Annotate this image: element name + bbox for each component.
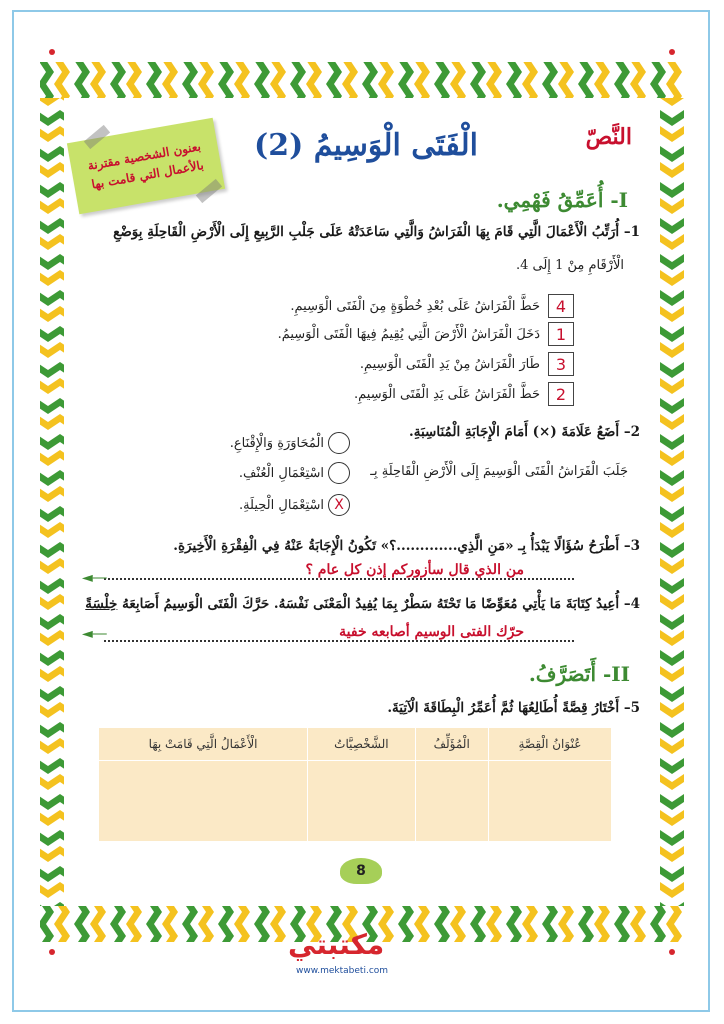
rank-item [278, 322, 574, 346]
story-card-table [98, 727, 612, 842]
q2-text: أَضَعُ عَلَامَةَ (×) أَمَامَ الْإِجَابَةِ الْمُنَاسِبَةِ. [409, 424, 620, 440]
choice-circle[interactable] [328, 432, 350, 454]
rank-item [360, 352, 574, 376]
q3-text: أَطْرَحُ سُؤَالًا يَبْدَأُ بِـ «مَنِ الَّذِي.............؟» تَكُونُ الْإِجَابَةُ عَنْهُ فِي الْفِقْرَةِ الْأَخِيرَةِ. [173, 538, 620, 554]
table-header: الشَّخْصِيَّاتُ [308, 728, 415, 761]
rank-box[interactable]: 4 [548, 294, 574, 318]
choice-option [230, 432, 350, 454]
q3-number: 3– [623, 538, 640, 554]
site-logo[interactable]: مكتبتي [288, 928, 385, 961]
q3-answer[interactable]: من الذي قال سأزوركم إذن كل عام ؟ [305, 562, 524, 578]
table-cell[interactable] [488, 761, 611, 842]
choice-circle[interactable] [328, 462, 350, 484]
q4-number: 4– [623, 596, 640, 612]
q5-text: أَخْتَارُ قِصَّةً أُطَالِعُهَا ثُمَّ أُعَمِّرُ الْبِطَاقَةَ الْآتِيَةَ. [387, 700, 620, 716]
q1-number: 1– [623, 224, 640, 240]
q4-underlined-word: خِلْسَةً [85, 596, 118, 612]
answer-line [104, 578, 574, 580]
q2-stem: جَلَبَ الْفَرَاشُ الْفَتَى الْوَسِيمَ إِلَى الْأَرْضِ الْقَاحِلَةِ بِـ [370, 464, 628, 479]
choice-circle[interactable]: X [328, 494, 350, 516]
answer-line [104, 640, 574, 642]
rank-text: حَطَّ الْفَرَاشُ عَلَى بُعْدِ خُطْوَةٍ مِنَ الْفَتَى الْوَسِيمِ. [290, 298, 540, 314]
q2-number: 2– [623, 424, 640, 440]
q3-prompt [173, 538, 640, 554]
rank-box[interactable]: 1 [548, 322, 574, 346]
sticky-note-text: بعنون الشخصية مقترنة بالأعمال التي قامت بها [86, 139, 205, 192]
section-1-heading: I- أُعَمِّقُ فَهْمِي. [496, 188, 628, 212]
choice-option [239, 462, 350, 484]
q4-prompt [80, 596, 640, 612]
rank-text: حَطَّ الْفَرَاشُ عَلَى يَدِ الْفَتَى الْوَسِيمِ. [354, 386, 540, 402]
rank-text: طَارَ الْفَرَاشُ مِنْ يَدِ الْفَتَى الْوَسِيمِ. [359, 356, 540, 372]
table-cell[interactable] [415, 761, 488, 842]
border-right [660, 98, 684, 906]
rank-item [290, 294, 574, 318]
q2-prompt [409, 424, 640, 440]
page-title: الْفَتَى الْوَسِيمُ (2) [254, 128, 478, 163]
section-2-heading: II- أَتَصَرَّفُ. [528, 662, 630, 686]
rank-box[interactable]: 3 [548, 352, 574, 376]
q4-text: أُعِيدُ كِتَابَةَ مَا يَأْتِي مُعَوِّضًا مَا تَحْتَهُ سَطْرٌ بِمَا يُفِيدُ الْمَعْنَى نَفْسَهُ. حَرَّكَ الْفَتَى الْوَسِيمُ أَصَابِعَهُ [122, 596, 620, 612]
table-header: الْمُؤَلِّفُ [415, 728, 488, 761]
lesson-label: النَّصّ [585, 124, 632, 150]
rank-item [354, 382, 574, 406]
table-header: الْأَعْمَالُ الَّتِي قَامَتْ بِهَا [99, 728, 308, 761]
q1-text: أُرَتِّبُ الْأَعْمَالَ الَّتِي قَامَ بِهَا الْفَرَاشُ وَالَّتِي سَاعَدَتْهُ عَلَى جَلْبِ الرَّبِيعِ إِلَى الْأَرْضِ الْقَاحِلَةِ بِوَضْعِ [113, 224, 620, 240]
q1-line2: الْأَرْقَامِ مِنْ 1 إِلَى 4. [515, 258, 624, 273]
choice-text: الْمُحَاوَرَةِ وَالْإِقْنَاعِ. [229, 435, 324, 451]
border-top [40, 62, 684, 98]
arrow-left-icon: ◄― [82, 626, 107, 642]
border-left [40, 98, 64, 906]
table-cell[interactable] [99, 761, 308, 842]
table-header: عُنْوَانُ الْقِصَّةِ [488, 728, 611, 761]
rank-text: دَخَلَ الْفَرَاشُ الْأَرْضَ الَّتِي يُقِيمُ فِيهَا الْفَتَى الْوَسِيمُ. [277, 326, 540, 342]
rank-box[interactable]: 2 [548, 382, 574, 406]
table-cell[interactable] [308, 761, 415, 842]
page-number: 8 [340, 858, 382, 884]
q4-answer[interactable]: حرّك الفتى الوسيم أصابعه خفية [339, 624, 524, 640]
site-url[interactable]: www.mektabeti.com [296, 966, 389, 976]
q5-number: 5– [623, 700, 640, 716]
arrow-left-icon: ◄― [82, 570, 107, 586]
choice-text: اسْتِعْمَالِ الْحِيلَةِ. [238, 497, 324, 513]
q5-prompt [387, 700, 640, 716]
q1-line1 [80, 224, 640, 240]
choice-text: اسْتِعْمَالِ الْعُنْفِ. [238, 465, 324, 481]
choice-option [239, 494, 350, 516]
